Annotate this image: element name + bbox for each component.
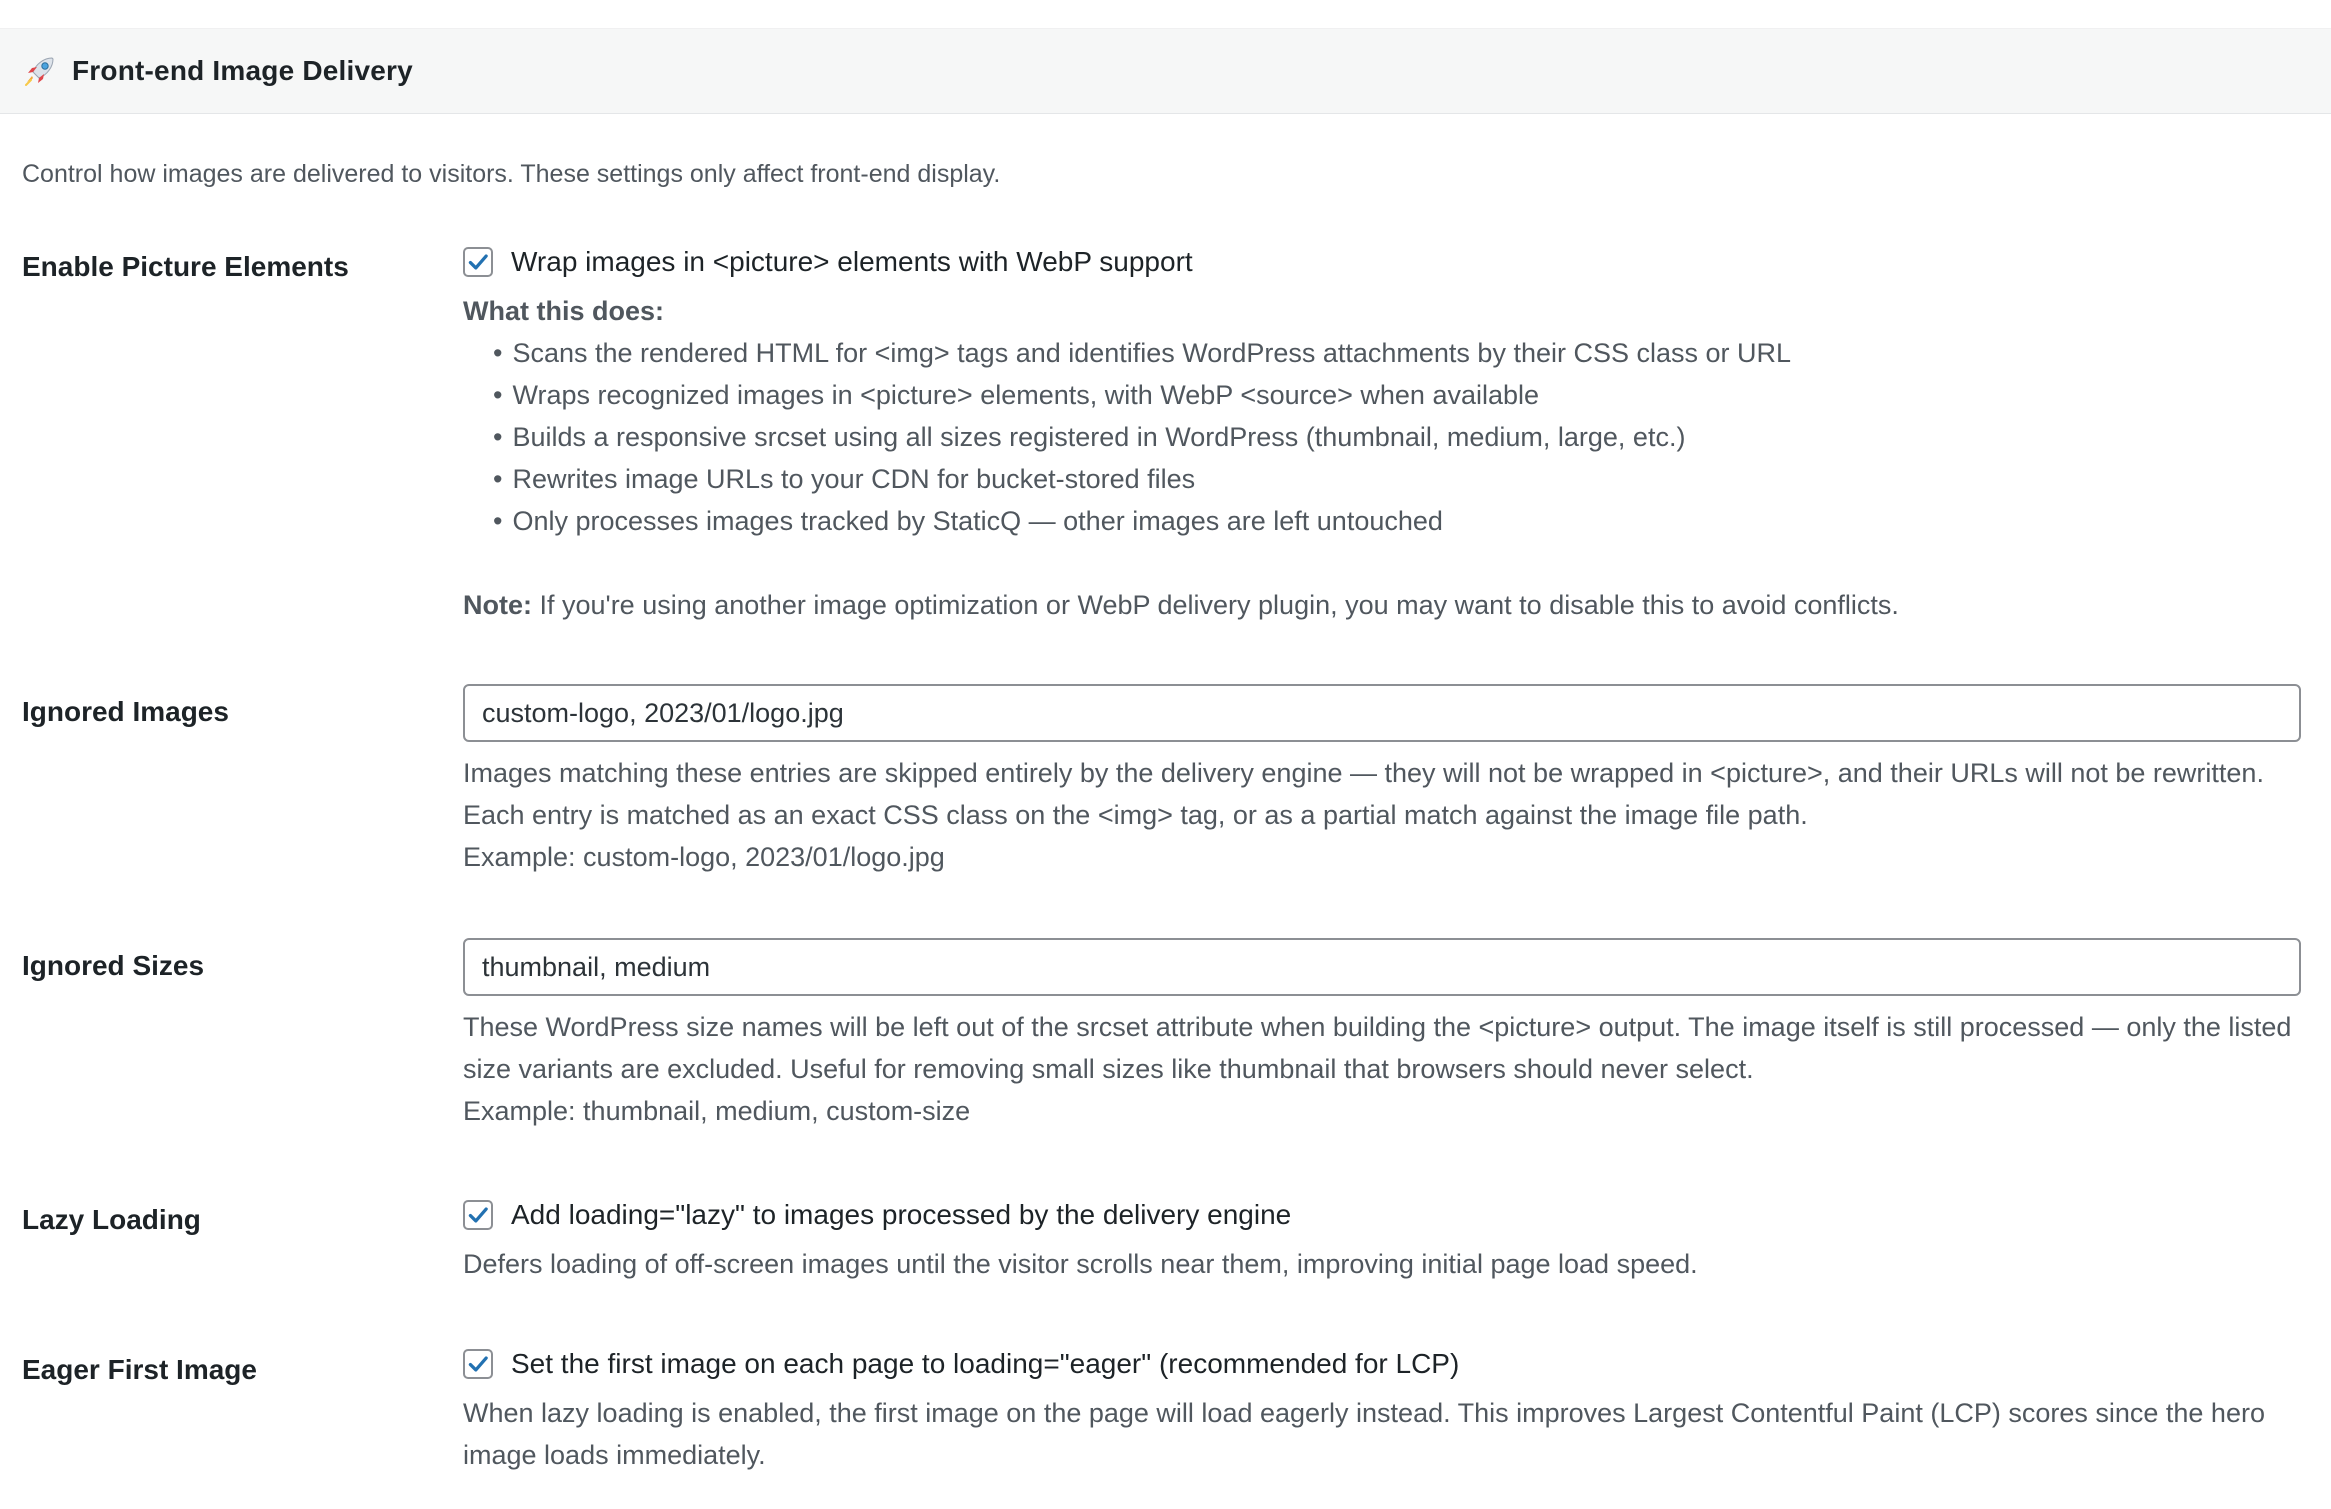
ignored-images-description: Images matching these entries are skipped entirely by the delivery engine — they will not be wrapped in <picture>, and their URLs will not be rewritten. Each entry is matched as an exact CSS class on the <img> tag, or as a partial match against the image file path. (463, 758, 2264, 830)
eager-first-description: When lazy loading is enabled, the first image on the page will load eagerly instead. This improves Largest Contentful Paint (LCP) scores since the hero image loads immediately. (463, 1398, 2265, 1470)
field-ignored-images (463, 684, 2303, 878)
checkbox-row-eager-first[interactable] (463, 1344, 2303, 1384)
checkmark-icon (465, 249, 491, 275)
ignored-sizes-input[interactable] (463, 938, 2301, 996)
picture-elements-note (463, 584, 2303, 626)
label-ignored-sizes: Ignored Sizes (22, 950, 205, 981)
feature-list (463, 332, 2303, 542)
ignored-images-input[interactable] (463, 684, 2301, 742)
section-title: Front-end Image Delivery (72, 55, 413, 86)
ignored-images-example: Example: custom-logo, 2023/01/logo.jpg (463, 842, 945, 872)
note-text: If you're using another image optimization or WebP delivery plugin, you may want to disable this to avoid conflicts. (532, 590, 1899, 620)
picture-elements-checkbox-label[interactable]: Wrap images in <picture> elements with WebP support (511, 246, 1193, 277)
checkmark-icon (465, 1351, 491, 1377)
checkbox-row-picture-elements[interactable] (463, 242, 2303, 282)
note-label: Note: (463, 590, 532, 620)
rocket-icon (22, 53, 58, 89)
label-eager-first-image: Eager First Image (22, 1354, 257, 1385)
ignored-sizes-example: Example: thumbnail, medium, custom-size (463, 1096, 971, 1126)
eager-first-checkbox[interactable] (463, 1349, 493, 1379)
list-item: • Wraps recognized images in <picture> elements, with WebP <source> when available (493, 374, 2303, 416)
eager-first-checkbox-label[interactable]: Set the first image on each page to loading="eager" (recommended for LCP) (511, 1348, 1460, 1379)
what-this-does-title: What this does: (463, 296, 664, 326)
label-ignored-images: Ignored Images (22, 696, 229, 727)
what-this-does (463, 290, 2303, 626)
field-eager-first-image (463, 1344, 2303, 1476)
label-enable-picture-elements: Enable Picture Elements (22, 251, 349, 282)
section-header (0, 28, 2331, 114)
lazy-loading-description: Defers loading of off-screen images until the visitor scrolls near them, improving initial page load speed. (463, 1249, 1698, 1279)
section-intro: Control how images are delivered to visitors. These settings only affect front-end display. (22, 160, 1001, 188)
lazy-loading-checkbox-label[interactable]: Add loading="lazy" to images processed by the delivery engine (511, 1199, 1292, 1230)
list-item: • Only processes images tracked by StaticQ — other images are left untouched (493, 500, 2303, 542)
list-item: • Rewrites image URLs to your CDN for bucket-stored files (493, 458, 2303, 500)
field-ignored-sizes (463, 938, 2303, 1132)
checkbox-row-lazy-loading[interactable] (463, 1195, 2303, 1235)
label-lazy-loading: Lazy Loading (22, 1204, 201, 1235)
checkmark-icon (465, 1202, 491, 1228)
lazy-loading-checkbox[interactable] (463, 1200, 493, 1230)
picture-elements-checkbox[interactable] (463, 247, 493, 277)
list-item: • Builds a responsive srcset using all sizes registered in WordPress (thumbnail, medium, large, etc.) (493, 416, 2303, 458)
ignored-sizes-description: These WordPress size names will be left out of the srcset attribute when building the <picture> output. The image itself is still processed — only the listed size variants are excluded. Useful for removing small sizes like thumbnail that browsers should never select. (463, 1012, 2292, 1084)
field-lazy-loading (463, 1195, 2303, 1285)
list-item: • Scans the rendered HTML for <img> tags and identifies WordPress attachments by their CSS class or URL (493, 332, 2303, 374)
field-enable-picture-elements (463, 242, 2303, 626)
